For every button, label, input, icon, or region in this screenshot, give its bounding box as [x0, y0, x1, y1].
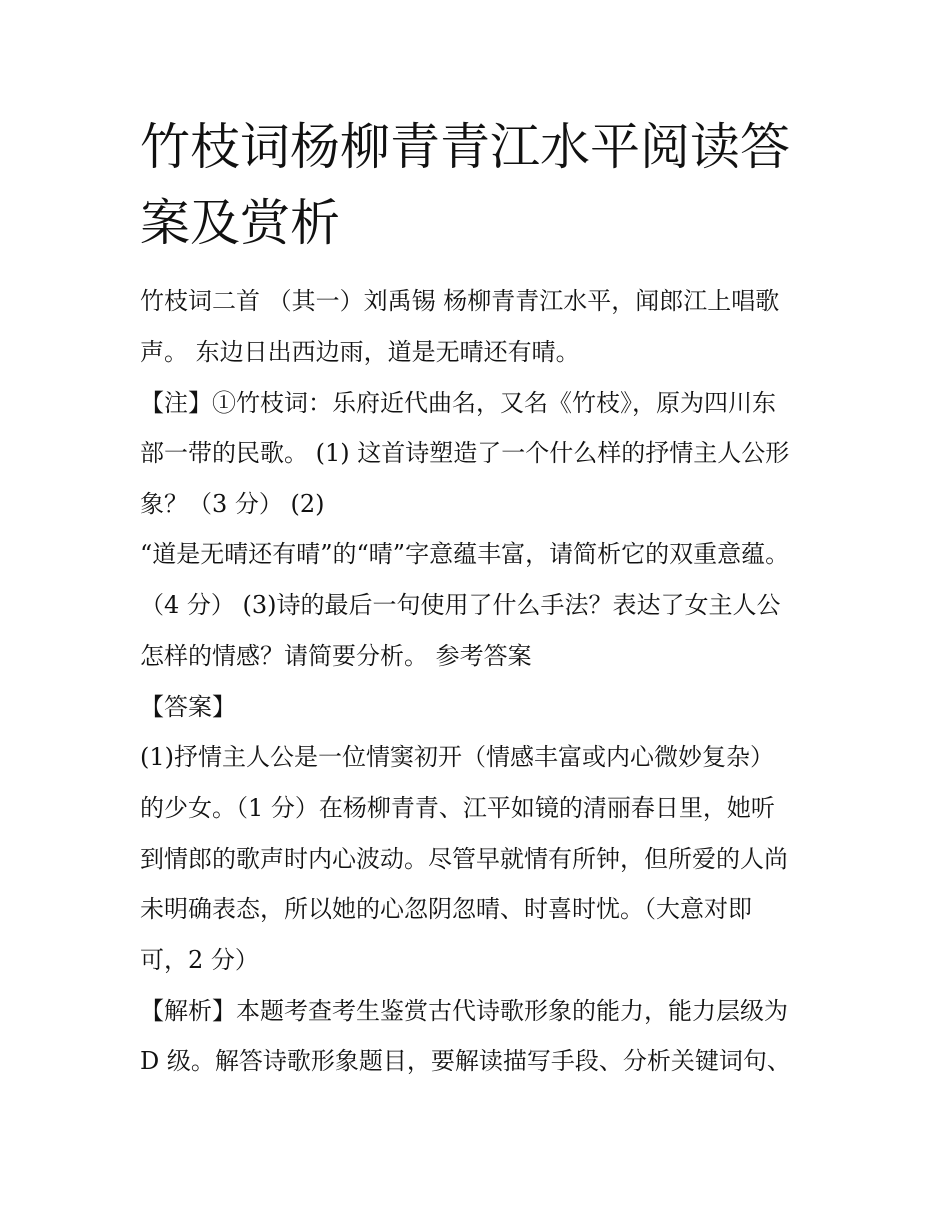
body-line-11: 的少女。（1 分）在杨柳青青、江平如镜的清丽春日里，她听 — [140, 794, 775, 822]
document-title-line-2: 案及赏析 — [140, 194, 340, 252]
body-line-13: 未明确表态，所以她的心忽阴忽晴、时喜时忧。（大意对即 — [140, 895, 752, 923]
document-title-line-1: 竹枝词杨柳青青江水平阅读答 — [140, 118, 790, 176]
body-line-8: 怎样的情感？请简要分析。 参考答案 — [140, 642, 532, 670]
body-line-14: 可，2 分） — [140, 946, 259, 974]
body-line-2: 声。 东边日出西边雨，道是无晴还有晴。 — [140, 338, 580, 366]
body-line-1: 竹枝词二首 （其一）刘禹锡 杨柳青青江水平，闻郎江上唱歌 — [140, 287, 780, 315]
body-line-15: 【解析】本题考查考生鉴赏古代诗歌形象的能力，能力层级为 — [140, 997, 788, 1025]
body-line-5: 象？（3 分） (2) — [140, 490, 325, 518]
body-line-3: 【注】①竹枝词：乐府近代曲名，又名《竹枝》，原为四川东 — [140, 389, 776, 417]
body-line-12: 到情郎的歌声时内心波动。尽管早就情有所钟，但所爱的人尚 — [140, 845, 788, 873]
body-line-7: （4 分） (3)诗的最后一句使用了什么手法？表达了女主人公 — [140, 591, 781, 619]
body-line-6: “道是无晴还有晴”的“晴”字意蕴丰富，请简析它的双重意蕴。 — [140, 540, 790, 568]
body-line-10: (1)抒情主人公是一位情窦初开（情感丰富或内心微妙复杂） — [140, 743, 774, 771]
body-line-16: D 级。解答诗歌形象题目，要解读描写手段、分析关键词句、 — [140, 1047, 791, 1075]
body-line-4: 部一带的民歌。 (1) 这首诗塑造了一个什么样的抒情主人公形 — [140, 439, 790, 467]
body-line-9: 【答案】 — [140, 693, 236, 721]
